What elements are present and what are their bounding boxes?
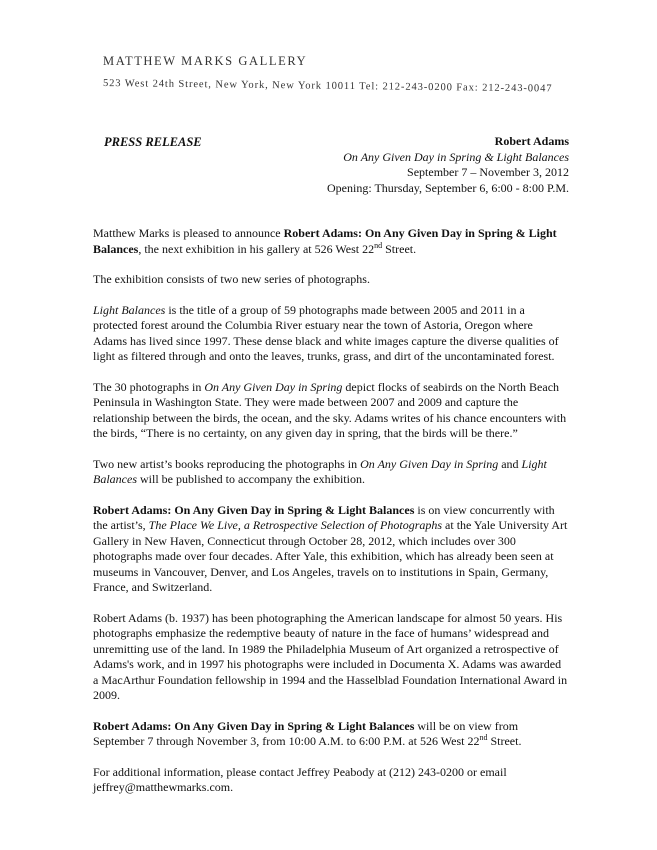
paragraph-on-view: Robert Adams: On Any Given Day in Spring & Light Balances will be on view from September 7 through November 3, from 10:00 A.M. to 6:00 P.M. at 526 West 22nd Street. [93, 718, 522, 748]
contact-email: jeffrey@matthewmarks.com [93, 780, 231, 794]
paragraph-biography: Robert Adams (b. 1937) has been photographing the American landscape for almost 50 years. His photographs emphasize the redemptive beauty of nature in the face of humans’ widespread and unremitting use of the land. In 1989 the Philadelphia Museum of Art organized a retrospective of Adams's work, and in 1997 his photographs were included in Documenta X. Adams was awarded a MacArthur Foundation fellowship in 1994 and the Hasselblad Foundation International Award in 2009. [93, 610, 568, 702]
exhibition-name-bold: Robert Adams: On Any Given Day in Spring & Light Balances [93, 226, 557, 256]
opening-reception: Opening: Thursday, September 6, 6:00 - 8:00 P.M. [327, 180, 569, 195]
artist-name: Robert Adams [494, 134, 569, 148]
paragraph-light-balances: Light Balances is the title of a group of 59 photographs made between 2005 and 2011 in a protected forest around the Columbia River estuary near the town of Astoria, Oregon where Adams has lived since 1997. These dense black and white images capture the diverse qualities of light as filtered through and onto the leaves, trunks, grass, and dirt of the uncontaminated forest. [93, 302, 559, 363]
paragraph-concurrent: Robert Adams: On Any Given Day in Spring & Light Balances is on view concurrently with the artist’s, The Place We Live, a Retrospective Selection of Photographs at the Yale University Art Gallery in New Haven, Connecticut through October 28, 2012, which includes over 300 photographs made over four decades. After Yale, this exhibition, which has already been seen at museums in Vancouver, Denver, and Los Angeles, travels on to institutions in Spain, Germany, France, and Switzerland. [93, 502, 568, 594]
press-release-body [93, 226, 569, 812]
gallery-address: 523 West 24th Street, New York, New York 10011 Tel: 212-243-0200 Fax: 212-243-0047 [102, 78, 553, 95]
exhibition-header [327, 134, 569, 196]
paragraph-contact: For additional information, please contact Jeffrey Peabody at (212) 243-0200 or email jeffrey@matthewmarks.com. [93, 764, 507, 794]
paragraph-announcement: Matthew Marks is pleased to announce Robert Adams: On Any Given Day in Spring & Light Balances, the next exhibition in his gallery at 526 West 22nd Street. [93, 226, 557, 256]
paragraph-books: Two new artist’s books reproducing the photographs in On Any Given Day in Spring and Light Balances will be published to accompany the exhibition. [93, 456, 547, 486]
exhibition-dates: September 7 – November 3, 2012 [407, 165, 569, 179]
gallery-name: MATTHEW MARKS GALLERY [103, 54, 308, 68]
exhibition-title: On Any Given Day in Spring & Light Balances [343, 149, 569, 164]
paragraph-series: The exhibition consists of two new series of photographs. [93, 272, 370, 286]
paragraph-any-given-day: The 30 photographs in On Any Given Day in Spring depict flocks of seabirds on the North Beach Peninsula in Washington State. They were made between 2007 and 2009 and capture the relationship between the birds, the ocean, and the sky. Adams writes of his chance encounters with the birds, “There is no certainty, on any given day in spring, that the birds will be there.” [93, 379, 567, 440]
press-release-label: PRESS RELEASE [104, 135, 202, 149]
